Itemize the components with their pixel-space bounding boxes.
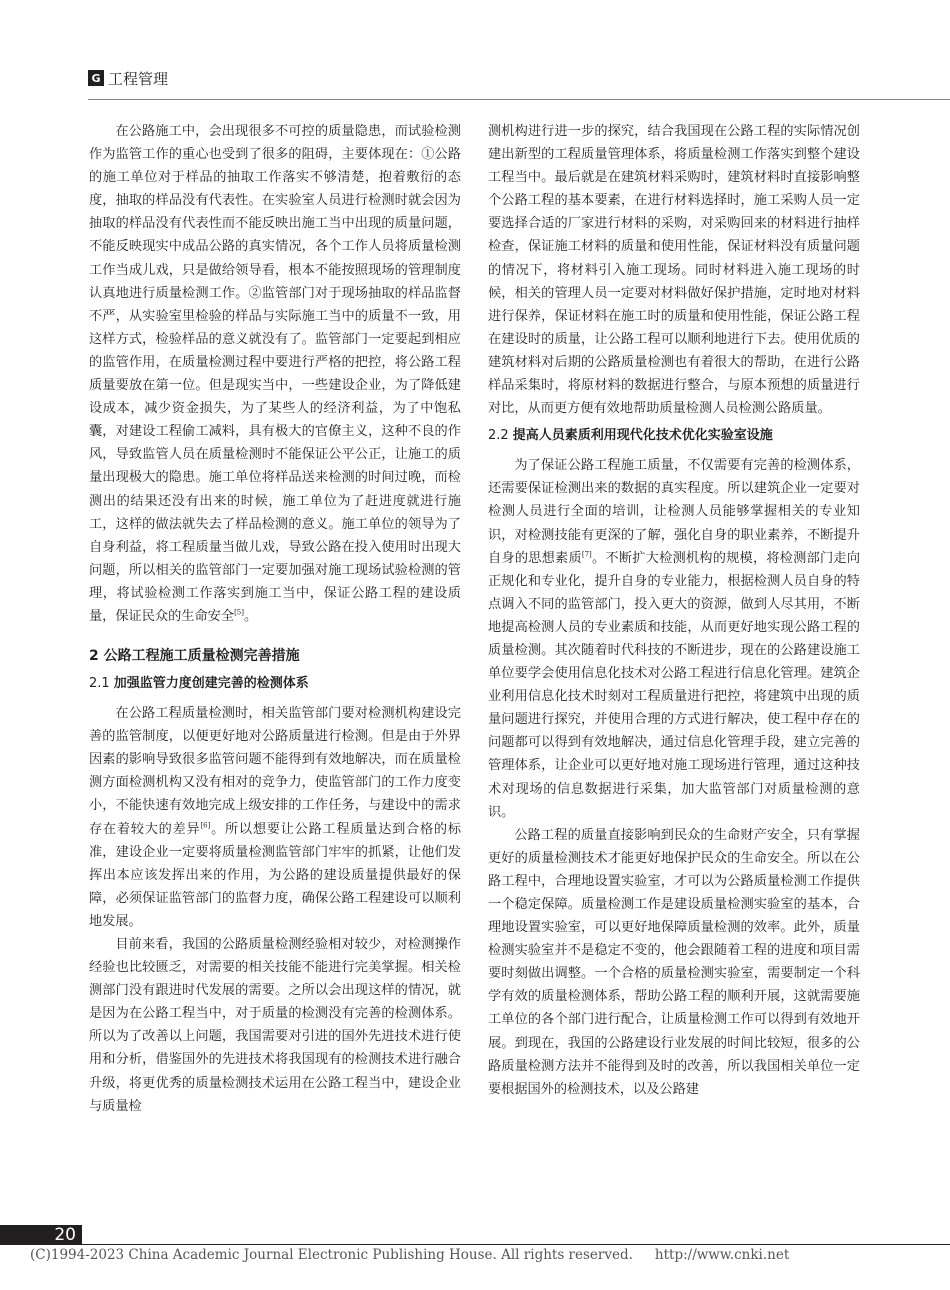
citation-ref[interactable]: [5] [234,608,244,617]
copyright-text: (C)1994-2023 China Academic Journal Electronic Publishing House. All rights reserved. [30,1247,633,1263]
running-header [88,66,168,90]
section-heading [89,646,461,666]
body-paragraph [488,454,860,824]
copyright-line [30,1247,789,1263]
journal-logo-icon: G [88,70,104,86]
paragraph-text: 。不断扩大检测机构的规模，将检测部门走向正规化和专业化，提升自身的专业能力，根据检测人员自身的特点调入不同的监管部门，投入更大的资源，做到人尽其用，不断地提高检测人员的专业素质和技能，从而更好地实现公路工程的质量检测。其次随着时代科技的不断进步，现在的公路建设施工单位要学会使用信息化技术对公路工程进行信息化管理。建筑企业利用信息化技术时刻对工程质量进行把控，将建筑中出现的质量问题进行探究，并使用合理的方式进行解决，使工程中存在的问题都可以得到有效地解决，通过信息化管理手段，建立完善的管理体系，让企业可以更好地对施工现场进行管理，通过这种技术对现场的信息数据进行采集，加大监管部门对质量检测的意识。 [488,550,861,820]
citation-ref[interactable]: [7] [581,550,592,559]
page-number: 20 [0,1225,82,1245]
heading-text: 加强监管力度创建完善的检测体系 [113,676,309,692]
citation-ref[interactable]: [6] [200,821,211,830]
paragraph-text: 。所以想要让公路工程质量达到合格的标准，建设企业一定要将质量检测监管部门牢牢的抓紧，让他们发挥出本应该发挥出来的作用，为公路的建设质量提供最好的保障，必须保证监管部门的监督力度，确保公路工程建设可以顺利地发展。 [89,821,462,929]
paragraph-text: 为了保证公路工程施工质量，不仅需要有完善的检测体系，还需要保证检测出来的数据的真实程度。所以建筑企业一定要对检测人员进行全面的培训，让检测人员能够掌握相关的专业知识，对检测技能有更深的了解，强化自身的职业素养，不断提升自身的思想素质 [488,458,860,566]
header-rule [88,99,950,100]
section-number: 2.2 [488,428,509,444]
paragraph-text: 。 [243,608,258,624]
body-paragraph [89,702,461,933]
heading-text: 2 公路工程施工质量检测完善措施 [89,648,300,665]
heading-text: 提高人员素质利用现代化技术优化实验室设施 [512,428,773,444]
left-column [89,120,461,1118]
paragraph-text: 公路工程的质量直接影响到民众的生命财产安全，只有掌握更好的质量检测技术才能更好地保护民众的生命安全。所以在公路工程中，合理地设置实验室，才可以为公路质量检测工作提供一个稳定保障。质量检测工作是建设质量检测实验室的基本，合理地设置实验室，可以更好地保障质量检测的效率。此外，质量检测实验室并不是稳定不变的，他会跟随着工程的进度和项目需要时刻做出调整。一个合格的质量检测实验室，需要制定一个科学有效的质量检测体系，帮助公路工程的顺利开展，这就需要施工单位的各个部门进行配合，让质量检测工作可以得到有效地开展。到现在，我国的公路建设行业发展的时间比较短，很多的公路质量检测方法并不能得到及时的改善，所以我国相关单位一定要根据国外的检测技术，以及公路建 [488,827,860,1097]
paragraph-text: 目前来看，我国的公路质量检测经验相对较少，对检测操作经验也比较匮乏，对需要的相关技能不能进行完美掌握。相关检测部门没有跟进时代发展的需要。之所以会出现这样的情况，就是因为在公路工程当中，对于质量的检测没有完善的检测体系。所以为了改善以上问题，我国需要对引进的国外先进技术进行使用和分析，借鉴国外的先进技术将我国现有的检测技术进行融合升级，将更优秀的质量检测技术运用在公路工程当中，建设企业与质量检 [89,937,461,1114]
body-paragraph [89,933,461,1118]
paragraph-text: 在公路工程质量检测时，相关监管部门要对检测机构建设完善的监管制度，以便更好地对公路质量进行检测。但是由于外界因素的影响导致很多监管问题不能得到有效地解决，而在质量检测方面检测机构又没有相对的竞争力，使监管部门的工作力度变小，不能快速有效地完成上级安排的工作任务，与建设中的需求存在着较大的差异 [89,706,461,837]
body-paragraph [89,120,461,628]
body-paragraph [488,824,860,1101]
subsection-heading [488,426,860,446]
right-column [488,120,860,1101]
paragraph-text: 测机构进行进一步的探究，结合我国现在公路工程的实际情况创建出新型的工程质量管理体系，将质量检测工作落实到整个建设工程当中。最后就是在建筑材料采购时，建筑材料时直接影响整个公路工程的基本要素，在进行材料选择时，施工采购人员一定要选择合适的厂家进行材料的采购，对采购回来的材料进行抽样检查，保证施工材料的质量和使用性能，保证材料没有质量问题的情况下，将材料引入施工现场。同时材料进入施工现场的时候，相关的管理人员一定要对材料做好保护措施，定时地对材料进行保养，保证材料在施工时的质量和使用性能，保证公路工程在建设时的质量，让公路工程可以顺利地进行下去。使用优质的建筑材料对后期的公路质量检测也有着很大的帮助，在进行公路样品采集时，将原材料的数据进行整合，与原本预想的质量进行对比，从而更方便有效地帮助质量检测人员检测公路质量。 [488,124,860,417]
paragraph-text: 在公路施工中，会出现很多不可控的质量隐患，而试验检测作为监管工作的重心也受到了很多的阻碍，主要体现在：①公路的施工单位对于样品的抽取工作落实不够清楚，抱着敷衍的态度，抽取的样品没有代表性。在实验室人员进行检测时就会因为抽取的样品没有代表性而不能反映出施工当中出现的质量问题，不能反映现实中成品公路的真实情况，各个工作人员将质量检测工作当成儿戏，只是做给领导看，根本不能按照现场的管理制度认真地进行质量检测工作。②监管部门对于现场抽取的样品监督不严，从实验室里检验的样品与实际施工当中的质量不一致，用这样方式，检验样品的意义就没有了。监管部门一定要起到相应的监管作用，在质量检测过程中要进行严格的把控，将公路工程质量要放在第一位。但是现实当中，一些建设企业，为了降低建设成本，减少资金损失，为了某些人的经济利益，为了中饱私囊，对建设工程偷工减料，具有极大的官僚主义，这种不良的作风，导致监管人员在质量检测时不能保证公平公正，让施工的质量出现极大的隐患。施工单位将样品送来检测的时间过晚，而检测出的结果还没有出来的时候，施工单位为了赶进度就进行施工，这样的做法就失去了样品检测的意义。施工单位的领导为了自身利益，将工程质量当做儿戏，导致公路在投入使用时出现大问题，所以相关的监管部门一定要加强对施工现场试验检测的管理，将试验检测工作落实到施工当中，保证公路工程的建设质量，保证民众的生命安全 [89,124,461,624]
footer-rule [82,1244,950,1245]
cnki-url-link[interactable]: http://www.cnki.net [654,1247,790,1263]
journal-title: 工程管理 [108,69,169,88]
body-paragraph [488,120,860,420]
section-number: 2.1 [89,676,110,692]
subsection-heading [89,674,461,694]
